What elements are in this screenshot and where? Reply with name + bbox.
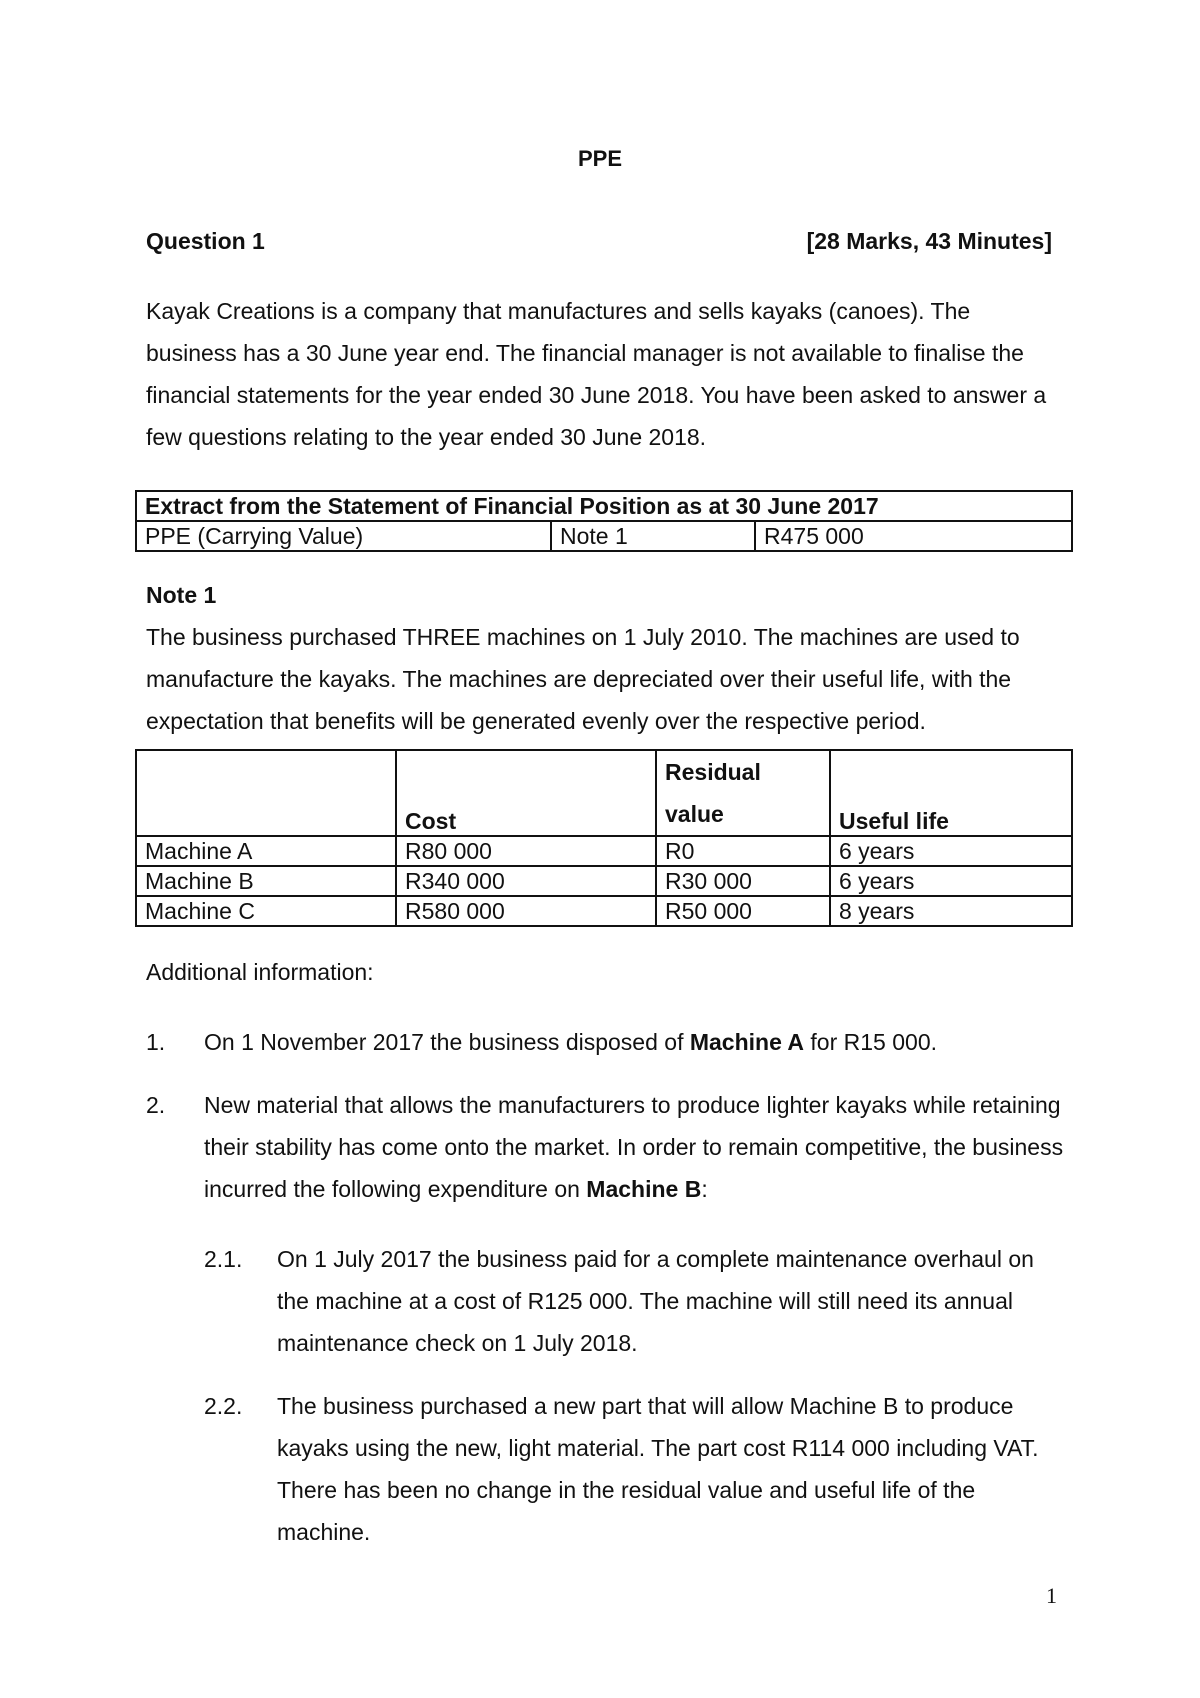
- question-heading-row: [146, 228, 1052, 255]
- machine-name: Machine B: [136, 866, 396, 896]
- list-text-part: New material that allows the manufacturers to produce lighter kayaks while retaining their stability has come onto the market. In order to remain competitive, the business incurred the following expenditure on: [204, 1092, 1064, 1202]
- list-text: On 1 July 2017 the business paid for a complete maintenance overhaul on the machine at a cost of R125 000. The machine will still need its annual maintenance check on 1 July 2018.: [277, 1246, 1034, 1356]
- machines-header-residual: [656, 750, 830, 836]
- question-heading: Question 1: [146, 228, 265, 254]
- list-number: 1.: [146, 1029, 166, 1055]
- machine-life: 8 years: [830, 896, 1072, 926]
- page-number: 1: [1046, 1583, 1057, 1608]
- sofp-cell-note: Note 1: [551, 521, 755, 551]
- page-title: PPE: [577, 146, 623, 171]
- list-number: 2.1.: [204, 1246, 243, 1272]
- machines-header-cost: Cost: [396, 750, 656, 836]
- machine-cost: R580 000: [396, 896, 656, 926]
- note1-paragraph: [146, 616, 1066, 742]
- machine-cost: R340 000: [396, 866, 656, 896]
- table-row: [136, 866, 1072, 896]
- intro-text: Kayak Creations is a company that manufactures and sells kayaks (canoes). The business has a 30 June year end. The financial manager is not available to finalise the financial statements for the year ended 30 June 2018. You have been asked to answer a few questions relating to the year ended 30 June 2018.: [146, 298, 1047, 450]
- machine-life: 6 years: [830, 836, 1072, 866]
- list-text-part: On 1 November 2017 the business disposed of: [204, 1029, 690, 1055]
- additional-heading: Additional information:: [146, 959, 374, 985]
- machine-residual: R50 000: [656, 896, 830, 926]
- machine-residual: R0: [656, 836, 830, 866]
- machines-header-residual-line2: value: [665, 801, 724, 827]
- list-number: 2.2.: [204, 1393, 243, 1419]
- list-item-2-2: [204, 1385, 1066, 1553]
- list-number: 2.: [146, 1092, 166, 1118]
- marks-label: [28 Marks, 43 Minutes]: [806, 228, 1052, 254]
- machine-name: Machine C: [136, 896, 396, 926]
- machines-header-blank: [136, 750, 396, 836]
- note1-text: The business purchased THREE machines on 1 July 2010. The machines are used to manufacture the kayaks. The machines are depreciated over their useful life, with the expectation that benefits will be generated evenly over the respective period.: [146, 624, 1020, 734]
- list-item-2: [146, 1084, 1066, 1210]
- list-text-bold: Machine A: [689, 1029, 805, 1055]
- list-item-1: [146, 1021, 1066, 1063]
- list-text: [204, 1084, 1066, 1210]
- list-text: [204, 1021, 1066, 1063]
- list-text-bold: Machine B: [586, 1176, 702, 1202]
- sofp-cell-label: PPE (Carrying Value): [136, 521, 551, 551]
- machine-name: Machine A: [136, 836, 396, 866]
- machine-life: 6 years: [830, 866, 1072, 896]
- list-text-part: for R15 000.: [804, 1029, 937, 1055]
- machines-header-useful-life: Useful life: [830, 750, 1072, 836]
- machines-header-residual-line1: Residual: [665, 759, 761, 785]
- table-row: [136, 836, 1072, 866]
- machines-table: [135, 749, 1073, 927]
- machine-cost: R80 000: [396, 836, 656, 866]
- intro-paragraph: [146, 290, 1066, 458]
- list-text-part: :: [701, 1176, 708, 1202]
- list-text: The business purchased a new part that will allow Machine B to produce kayaks using the new, light material. The part cost R114 000 including VAT. There has been no change in the residual value and useful life of the machine.: [277, 1393, 1039, 1545]
- sofp-header: Extract from the Statement of Financial Position as at 30 June 2017: [136, 491, 1072, 521]
- sofp-cell-value: R475 000: [755, 521, 1072, 551]
- sofp-table: [135, 490, 1073, 552]
- table-row: [136, 896, 1072, 926]
- list-item-2-1: [204, 1238, 1066, 1364]
- note1-heading: Note 1: [146, 582, 217, 608]
- machine-residual: R30 000: [656, 866, 830, 896]
